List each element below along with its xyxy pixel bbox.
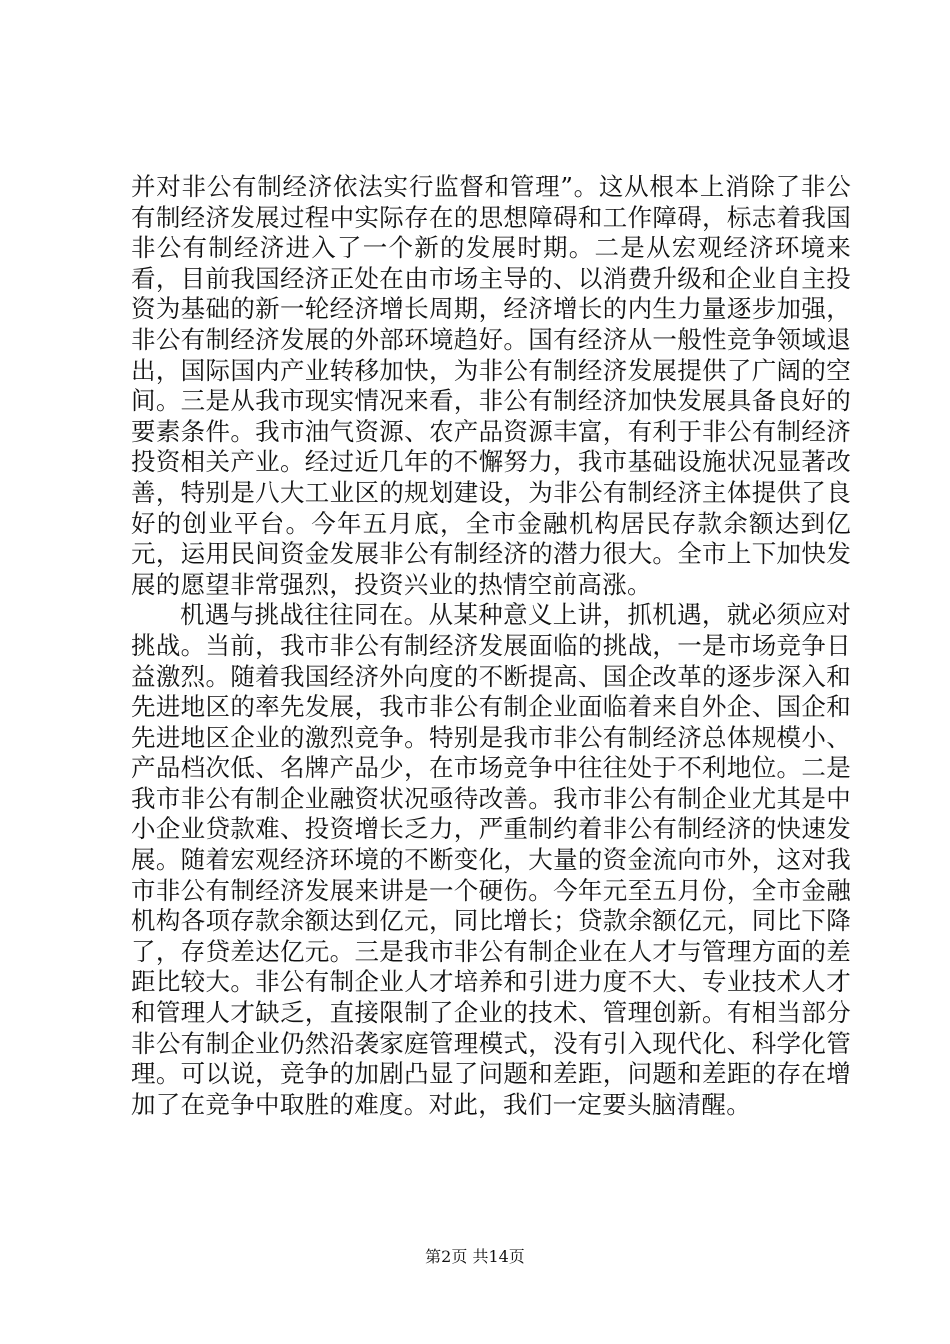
page-number-label: 第2页 共14页 bbox=[425, 1247, 525, 1266]
paragraph-1: 并对非公有制经济依法实行监督和管理”。这从根本上消除了非公有制经济发展过程中实际存在的思想障碍和工作障碍，标志着我国非公有制经济进入了一个新的发展时期。二是从宏观经济环境来看，目前我国经济正处在由市场主导的、以消费升级和企业自主投资为基础的新一轮经济增长周期，经济增长的内生力量逐步加强，非公有制经济发展的外部环境趋好。国有经济从一般性竞争领域退出，国际国内产业转移加快，为非公有制经济发展提供了广阔的空间。三是从我市现实情况来看，非公有制经济加快发展具备良好的要素条件。我市油气资源、农产品资源丰富，有利于非公有制经济投资相关产业。经过近几年的不懈努力，我市基础设施状况显著改善，特别是八大工业区的规划建设，为非公有制经济主体提供了良好的创业平台。今年五月底，全市金融机构居民存款余额达到亿元，运用民间资金发展非公有制经济的潜力很大。全市上下加快发展的愿望非常强烈，投资兴业的热情空前高涨。 bbox=[131, 172, 851, 599]
page-footer bbox=[0, 1244, 950, 1267]
body-text bbox=[131, 172, 851, 1120]
paragraph-2: 机遇与挑战往往同在。从某种意义上讲，抓机遇，就必须应对挑战。当前，我市非公有制经济发展面临的挑战，一是市场竞争日益激烈。随着我国经济外向度的不断提高、国企改革的逐步深入和先进地区的率先发展，我市非公有制企业面临着来自外企、国企和先进地区企业的激烈竞争。特别是我市非公有制经济总体规模小、产品档次低、名牌产品少，在市场竞争中往往处于不利地位。二是我市非公有制企业融资状况亟待改善。我市非公有制企业尤其是中小企业贷款难、投资增长乏力，严重制约着非公有制经济的快速发展。随着宏观经济环境的不断变化，大量的资金流向市外，这对我市非公有制经济发展来讲是一个硬伤。今年元至五月份，全市金融机构各项存款余额达到亿元，同比增长；贷款余额亿元，同比下降了，存贷差达亿元。三是我市非公有制企业在人才与管理方面的差距比较大。非公有制企业人才培养和引进力度不大、专业技术人才和管理人才缺乏，直接限制了企业的技术、管理创新。有相当部分非公有制企业仍然沿袭家庭管理模式，没有引入现代化、科学化管理。可以说，竞争的加剧凸显了问题和差距，问题和差距的存在增加了在竞争中取胜的难度。对此，我们一定要头脑清醒。 bbox=[131, 600, 851, 1119]
